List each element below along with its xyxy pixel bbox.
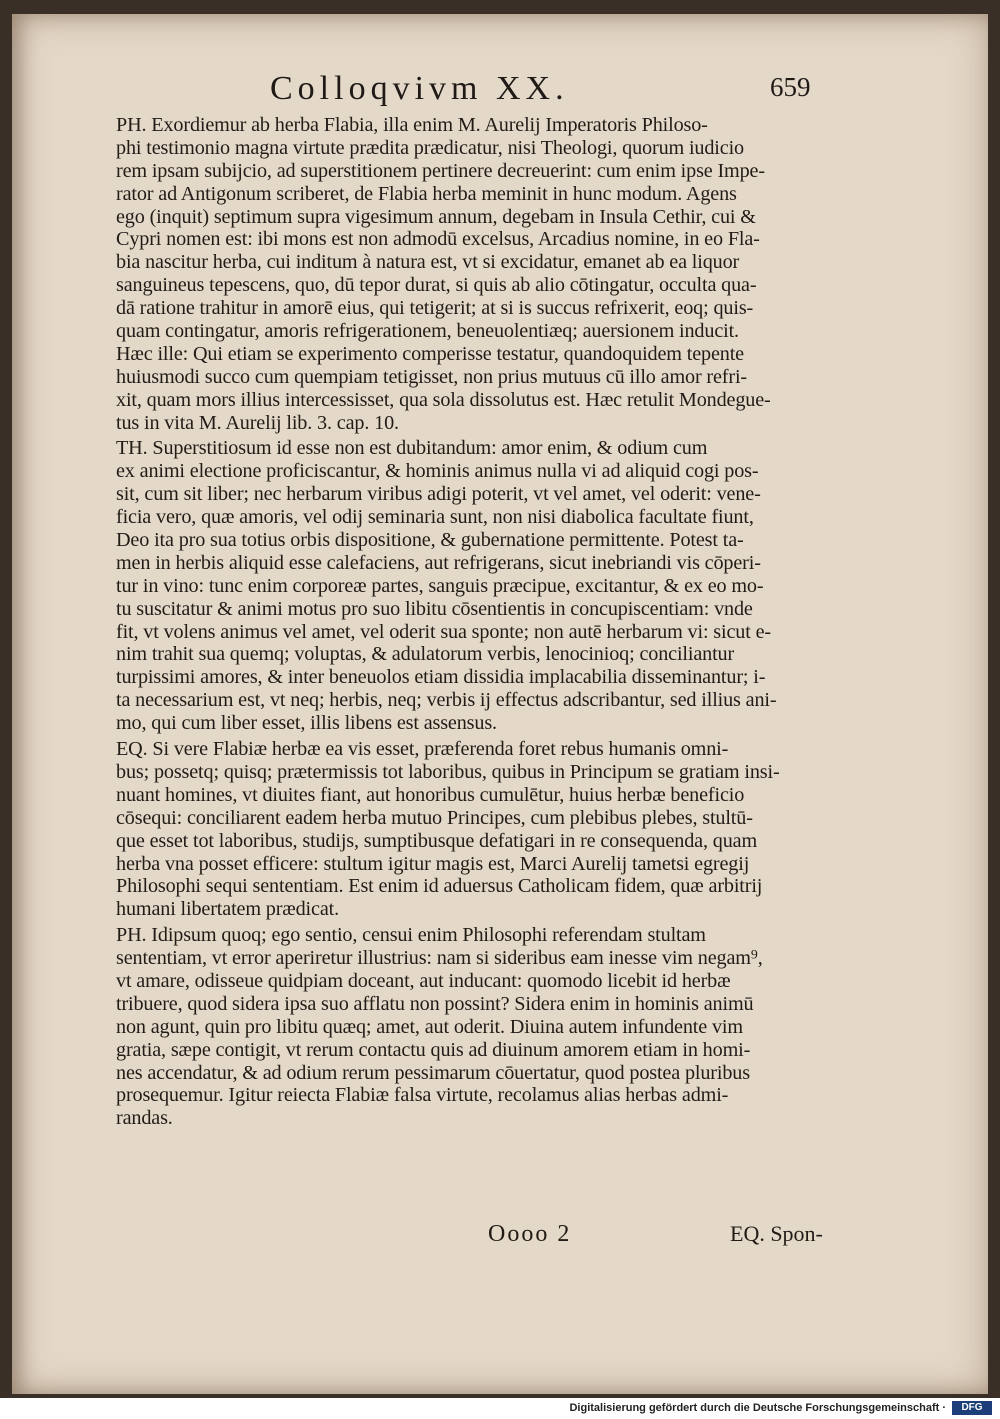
dfg-attribution-text: Digitalisierung gefördert durch die Deutsche Forschungsgemeinschaft · bbox=[569, 1402, 946, 1414]
text-line: herba vna posset efficere: stultum igitur magis est, Marci Aurelij tametsi egregij bbox=[116, 852, 750, 875]
text-line: tur in vino: tunc enim corporeæ partes, sanguis præcipue, excitantur, & ex eo mo- bbox=[116, 574, 764, 597]
text-line: vt amare, odisseue quidpiam doceant, aut inducant: quomodo licebit id herbæ bbox=[116, 969, 731, 992]
text-line: ex animi electione proficiscantur, & hominis animus nulla vi ad aliquid cogi pos- bbox=[116, 460, 759, 483]
text-line: phi testimonio magna virtute prædita prædicatur, nisi Theologi, quorum iudicio bbox=[116, 136, 744, 159]
text-line: humani libertatem prædicat. bbox=[116, 898, 339, 921]
catchword: EQ. Spon- bbox=[730, 1221, 823, 1246]
paragraph bbox=[116, 114, 842, 434]
text-line: Cypri nomen est: ibi mons est non admodū excelsus, Arcadius nomine, in eo Fla- bbox=[116, 228, 760, 251]
book-page bbox=[12, 14, 988, 1394]
text-line: cōsequi: conciliarent eadem herba mutuo Principes, cum plebibus plebes, stultū- bbox=[116, 806, 753, 829]
text-line: nuant homines, vt diuites fiant, aut honoribus cumulētur, huius herbæ beneficio bbox=[116, 783, 745, 806]
text-line: sanguineus tepescens, quo, dū tepor durat, si quis ab alio cōtingatur, occulta qua- bbox=[116, 274, 757, 297]
text-line: huiusmodi succo cum quempiam tetigisset, non prius mutuus cū illo amor refri- bbox=[116, 365, 747, 388]
text-line: EQ. Si vere Flabiæ herbæ ea vis esset, præferenda foret rebus humanis omni- bbox=[116, 738, 729, 761]
text-line: men in herbis aliquid esse calefaciens, aut refrigerans, sicut inebriandi vis cōperi- bbox=[116, 551, 761, 574]
text-line: tu suscitatur & animi motus pro suo libitu cōsentientis in concupiscentiam: vnde bbox=[116, 597, 753, 620]
dfg-attribution-bar bbox=[0, 1398, 1000, 1419]
paragraph bbox=[116, 924, 842, 1130]
text-line: dā ratione trahitur in amorē eius, qui tetigerit; at si is succus refrixerit, eoq; quis- bbox=[116, 297, 754, 320]
text-line: TH. Superstitiosum id esse non est dubitandum: amor enim, & odium cum bbox=[116, 437, 708, 460]
text-line: gratia, sæpe contigit, vt rerum contactu quis ad diuinum amorem etiam in homi- bbox=[116, 1038, 751, 1061]
body-text bbox=[116, 114, 842, 1133]
text-line: non agunt, quin pro libitu quæq; amet, aut oderit. Diuina autem infundente vim bbox=[116, 1015, 743, 1038]
paragraph bbox=[116, 437, 842, 735]
text-line: xit, quam mors illius intercessisset, qua sola dissolutus est. Hæc retulit Mondegue- bbox=[116, 388, 771, 411]
text-line: nim trahit sua quemq; voluptas, & adulatorum verbis, lenocinioq; conciliantur bbox=[116, 643, 735, 666]
text-line: fit, vt volens animus vel amet, vel oderit sua sponte; non autē herbarum vi: sicut e- bbox=[116, 620, 771, 643]
text-line: prosequemur. Igitur reiecta Flabiæ falsa virtute, recolamus alias herbas admi- bbox=[116, 1084, 729, 1107]
text-line: Deo ita pro sua totius orbis dispositione, & gubernatione permittente. Potest ta- bbox=[116, 529, 744, 552]
text-line: tus in vita M. Aurelij lib. 3. cap. 10. bbox=[116, 411, 399, 434]
text-line: tribuere, quod sidera ipsa suo afflatu non possint? Sidera enim in hominis animū bbox=[116, 992, 754, 1015]
text-line: turpissimi amores, & inter beneuolos etiam dissidia implacabilia disseminantur; i- bbox=[116, 666, 766, 689]
signature-mark: Oooo 2 bbox=[488, 1221, 572, 1247]
text-line: quam contingatur, amoris refrigerationem, beneuolentiæq; auersionem inducit. bbox=[116, 320, 739, 343]
text-line: PH. Idipsum quoq; ego sentio, censui enim Philosophi referendam stultam bbox=[116, 924, 706, 947]
page-number: 659 bbox=[770, 72, 811, 102]
text-line: Hæc ille: Qui etiam se experimento comperisse testatur, quandoquidem tepente bbox=[116, 342, 744, 365]
text-line: mo, qui cum liber esset, illis libens est assensus. bbox=[116, 712, 497, 735]
text-line: nes accendatur, & ad odium rerum pessimarum cōuertatur, quod postea pluribus bbox=[116, 1061, 750, 1084]
text-line: bia nascitur herba, cui inditum à natura est, vt si excidatur, emanet ab ea liquor bbox=[116, 251, 740, 274]
text-line: Philosophi sequi sententiam. Est enim id aduersus Catholicam fidem, quæ arbitrij bbox=[116, 875, 763, 898]
dfg-logo-icon: DFG bbox=[952, 1401, 992, 1415]
text-line: randas. bbox=[116, 1107, 173, 1130]
text-line: ta necessarium est, vt neq; herbis, neq; verbis ij effectus adscribantur, sed illius ani- bbox=[116, 689, 777, 712]
text-line: que esset tot laboribus, studijs, sumptibusque defatigari in re consequenda, quam bbox=[116, 829, 758, 852]
page-header bbox=[12, 70, 988, 114]
text-line: ego (inquit) septimum supra vigesimum annum, degebam in Insula Cethir, cui & bbox=[116, 205, 756, 228]
text-line: rem ipsam subijcio, ad superstitionem pertinere decreuerint: cum enim ipse Impe- bbox=[116, 159, 765, 182]
text-line: rator ad Antigonum scriberet, de Flabia herba meminit in hunc modum. Agens bbox=[116, 182, 737, 205]
running-title: Colloqvivm XX. bbox=[270, 70, 569, 107]
text-line: sit, cum sit liber; nec herbarum viribus adigi poterit, vt vel amet, vel oderit: vene- bbox=[116, 483, 761, 506]
text-line: bus; possetq; quisq; prætermissis tot laboribus, quibus in Principum se gratiam insi- bbox=[116, 760, 780, 783]
page-footer bbox=[12, 1221, 988, 1255]
text-line: sententiam, vt error aperiretur illustrius: nam si sideribus eam inesse vim negam⁹, bbox=[116, 947, 763, 970]
text-line: PH. Exordiemur ab herba Flabia, illa enim M. Aurelij Imperatoris Philoso- bbox=[116, 114, 708, 136]
paragraph bbox=[116, 738, 842, 921]
text-line: ficia vero, quæ amoris, vel odij seminaria sunt, non nisi diabolica facultate fiunt, bbox=[116, 506, 754, 529]
